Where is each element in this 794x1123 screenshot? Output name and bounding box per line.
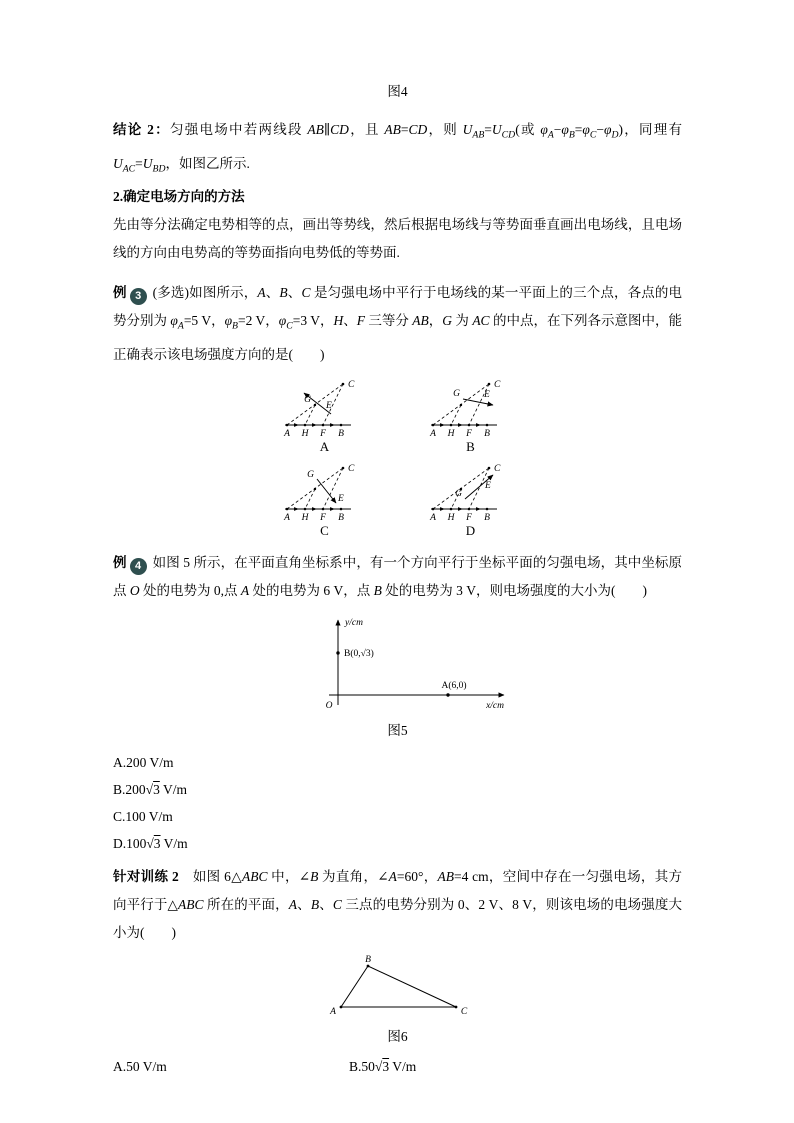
x-axis-label: x/cm [485,701,504,712]
point-label-a: A [429,513,436,524]
point-label-h: H [447,513,454,524]
option-c: C.100 V/m [113,809,173,825]
point-b-dot [336,651,339,654]
diagram-letter: B [466,439,475,455]
point-label-f: F [465,429,472,440]
section2-heading: 2.确定电场方向的方法 [113,189,245,205]
point-label-f: F [465,513,472,524]
example3-diagram-grid [281,377,515,539]
fig6-caption: 图6 [387,1029,408,1045]
field-label-e: E [325,401,332,412]
figure6-triangle [323,955,473,1017]
conclusion2-paragraph: 结论 2：匀强电场中若两线段 AB∥CD，且 AB=CD，则 $U_{AB}=U_{CD}$(或 $\varphi_A-\varphi_B=\varphi_C-\varphi_D$)，同理有 $U_{AC}=U_{BD}$，如图乙所示. [113,122,683,175]
point-label-c: C [493,464,500,475]
field-diagram-option-a [281,377,369,455]
point-label-c: C [347,464,354,475]
point-label-g: G [452,389,460,400]
example4-paragraph [113,549,682,605]
point-label-f: F [319,429,326,440]
example4-options [113,749,682,857]
example4-text: 如图 5 所示，在平面直角坐标系中，有一个方向平行于坐标平面的匀强电场，其中坐标原点 O 处的电势为 0,点 A 处的电势为 6 V，点 B 处的电势为 3 V，则电场强度的大小为( ) [113,555,683,599]
example3-badge [113,285,153,303]
point-a-label: A(6,0) [440,681,467,692]
figure5 [113,611,682,715]
field-label-e: E [484,481,491,492]
example4-badge [113,555,153,573]
point-label-b: B [483,429,490,440]
field-diagram-option-d [427,461,515,539]
vertex-a-label: A [329,1007,336,1018]
field-label-e: E [483,390,490,401]
training-option-a: A.50 V/m [113,1059,167,1075]
y-axis-label: y/cm [344,618,363,629]
field-vector-arrow [317,479,336,503]
point-label-a: A [283,429,290,440]
diagram-letter: D [465,523,476,539]
field-diagram-a-svg [281,377,369,439]
vertex-b-label: B [364,955,371,966]
point-a-dot [446,693,449,696]
example3-text: (多选)如图所示，A、B、C 是匀强电场中平行于电场线的某一平面上的三个点，各点的电势分别为 $\varphi_A=5$ V，$\varphi_B=2$ V，$\varphi_C=3$ V，H、F 三等分 AB，G 为 AC 的中点，在下列各示意图中，能正确表示该电场强度方向的是( ) [113,285,683,363]
example-number-badge: 3 [130,288,147,305]
point-label-c: C [493,380,500,391]
point-label-b: B [337,429,344,440]
example-label: 例 [113,285,127,301]
point-label-b: B [483,513,490,524]
point-label-g: G [303,395,311,406]
option-b: B.200√3 V/m [113,782,187,798]
point-label-c: C [347,380,354,391]
field-diagram-b-svg [427,377,515,439]
fig5-caption: 图5 [387,723,408,739]
point-label-h: H [301,429,308,440]
point-label-g: G [306,470,314,481]
point-label-h: H [447,429,454,440]
point-label-a: A [429,429,436,440]
point-label-f: F [319,513,326,524]
figure5-coordinate-plot [258,611,538,711]
field-diagram-c-svg [281,461,369,523]
option-d: D.100√3 V/m [113,836,188,852]
training-option-b: B.50√3 V/m [349,1059,417,1075]
point-label-h: H [301,513,308,524]
point-label-b: B [337,513,344,524]
example3-paragraph [113,279,682,369]
field-diagram-option-b [427,377,515,455]
point-label-g: G [454,489,462,500]
origin-label: O [325,701,332,712]
figure6 [113,955,682,1021]
field-label-e: E [337,494,344,505]
fig4-caption: 图4 [387,84,408,99]
option-a: A.200 V/m [113,755,174,771]
point-label-a: A [283,513,290,524]
example-label: 例 [113,555,127,571]
method-paragraph: 先由等分法确定电势相等的点，画出等势线，然后根据电场线与等势面垂直画出电场线，且电场线的方向由电势高的等势面指向电势低的等势面. [113,217,682,261]
training2-paragraph: 针对训练 2 如图 6△ABC 中，∠B 为直角，∠A=60°，AB=4 cm，空间中存在一匀强电场，其方向平行于△ABC 所在的平面，A、B、C 三点的电势分别为 0、2 V、8 V，则该电场的电场强度大小为( ) [113,869,683,941]
training2-options [113,1053,682,1081]
example-number-badge: 4 [130,558,147,575]
field-diagram-option-c [281,461,369,539]
diagram-letter: C [320,523,329,539]
field-diagram-d-svg [427,461,515,523]
point-b-label: B(0,√3) [343,649,374,660]
vertex-c-label: C [460,1007,467,1018]
diagram-letter: A [319,439,330,455]
